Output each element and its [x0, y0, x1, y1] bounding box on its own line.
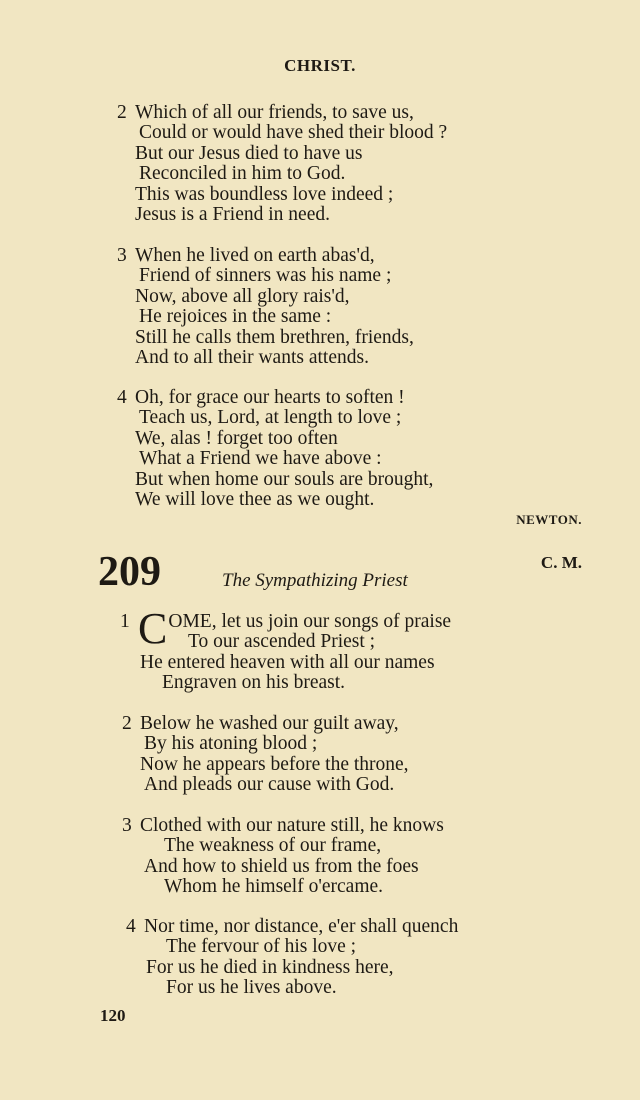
- verse-line: Clothed with our nature still, he knows: [140, 815, 444, 836]
- verse-line: OME, let us join our songs of praise: [168, 611, 452, 632]
- verse-number: 4: [126, 916, 136, 937]
- page-header: CHRIST.: [284, 56, 356, 75]
- verse-line: When he lived on earth abas'd,: [135, 245, 375, 266]
- verse-line: What a Friend we have above :: [139, 448, 382, 470]
- verse-line: We, alas ! forget too often: [135, 427, 338, 449]
- verse-line: Friend of sinners was his name ;: [139, 265, 392, 287]
- verse-number: 3: [117, 245, 127, 266]
- verse-line: For us he lives above.: [166, 977, 337, 999]
- verse-line: This was boundless love indeed ;: [135, 183, 394, 205]
- verse-line: Teach us, Lord, at length to love ;: [139, 407, 402, 429]
- verse-line: For us he died in kindness here,: [146, 956, 394, 978]
- verse-number: 4: [117, 387, 127, 408]
- verse-line: Jesus is a Friend in need.: [135, 203, 330, 225]
- verse-line: And how to shield us from the foes: [144, 855, 419, 877]
- verse-line: The fervour of his love ;: [166, 936, 357, 958]
- verse-line: The weakness of our frame,: [164, 835, 382, 857]
- verse-line: Still he calls them brethren, friends,: [135, 326, 414, 348]
- verse-line: Could or would have shed their blood ?: [139, 122, 448, 144]
- verse-number: 2: [122, 713, 132, 734]
- verse-line: We will love thee as we ought.: [135, 488, 375, 510]
- verse-4-prev-hymn: [117, 388, 433, 510]
- hymn-verse-1: [120, 604, 452, 694]
- verse-number: 1: [120, 611, 130, 632]
- verse-line: Oh, for grace our hearts to soften !: [135, 387, 405, 408]
- verse-line: Now, above all glory rais'd,: [135, 285, 350, 307]
- hymn-meter: C. M.: [540, 553, 582, 572]
- verse-line: He rejoices in the same :: [139, 306, 332, 328]
- verse-line: But our Jesus died to have us: [135, 142, 363, 164]
- verse-3-prev-hymn: [117, 246, 414, 368]
- verse-line: Nor time, nor distance, e'er shall quench: [144, 916, 459, 937]
- verse-line: By his atoning blood ;: [144, 733, 318, 755]
- hymn-number: 209: [98, 549, 161, 595]
- verse-line: Below he washed our guilt away,: [140, 713, 399, 734]
- verse-line: Whom he himself o'ercame.: [164, 876, 384, 898]
- drop-cap: C: [138, 604, 168, 653]
- verse-line: He entered heaven with all our names: [140, 651, 435, 673]
- verse-line: Which of all our friends, to save us,: [135, 102, 414, 123]
- verse-2-prev-hymn: [117, 103, 447, 225]
- hymn-verse-3: [122, 816, 444, 898]
- verse-line: Now he appears before the throne,: [140, 753, 409, 775]
- hymn-verse-4: [126, 917, 458, 999]
- hymn-title: The Sympathizing Priest: [222, 570, 408, 591]
- verse-number: 2: [117, 102, 127, 123]
- page-number: 120: [100, 1006, 126, 1025]
- verse-line: Engraven on his breast.: [162, 672, 346, 694]
- verse-line: But when home our souls are brought,: [135, 468, 434, 490]
- verse-number: 3: [122, 815, 132, 836]
- author-attribution: NEWTON.: [516, 512, 582, 527]
- verse-line: Reconciled in him to God.: [139, 163, 346, 185]
- verse-line: To our ascended Priest ;: [188, 631, 376, 653]
- verse-line: And pleads our cause with God.: [144, 774, 395, 796]
- hymn-verse-2: [122, 714, 409, 796]
- verse-line: And to all their wants attends.: [135, 346, 369, 368]
